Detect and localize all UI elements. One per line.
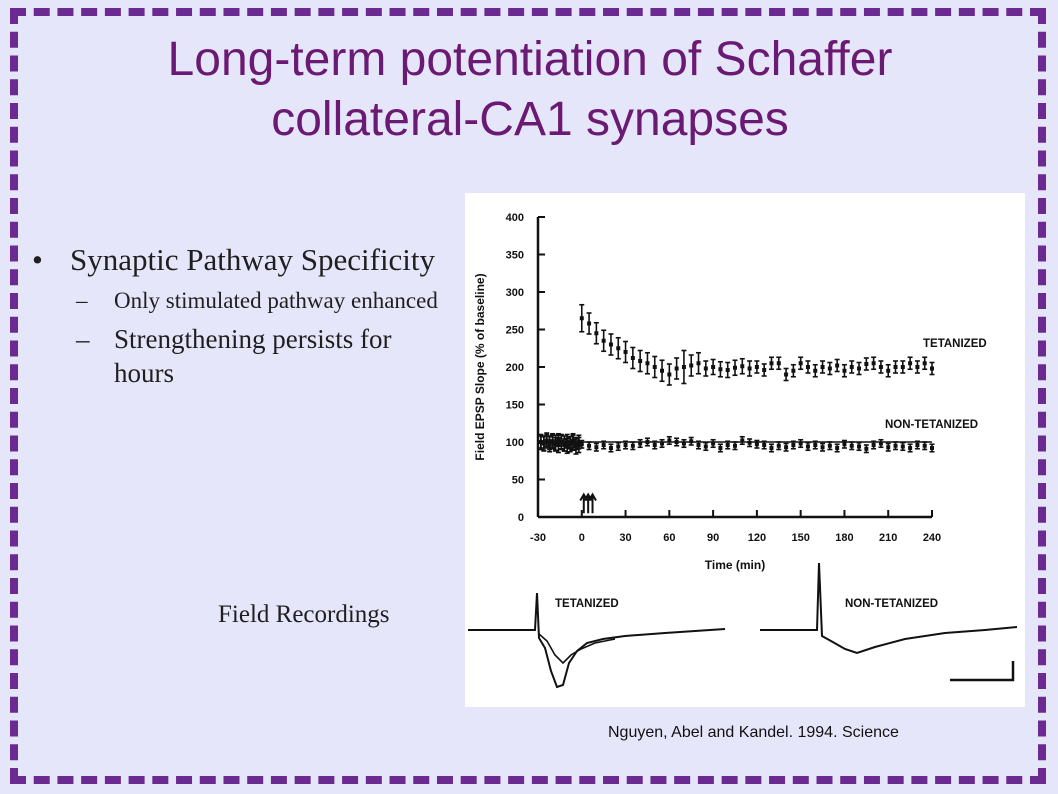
tetanized-point (587, 322, 591, 326)
non-tetanized-point (704, 445, 708, 449)
non-tetanized-point (864, 447, 868, 451)
tetanized-point (755, 365, 759, 369)
tetanized-point (879, 365, 883, 369)
trace-label-non-tetanized: NON-TETANIZED (845, 598, 939, 610)
tetanized-point (784, 373, 788, 377)
non-tetanized-point (602, 443, 606, 447)
non-tetanized-point (638, 442, 642, 446)
tetanized-point (653, 365, 657, 369)
tetanized-point (748, 367, 752, 371)
non-tetanized-point (645, 440, 649, 444)
series-label-tetanized: TETANIZED (923, 338, 987, 350)
non-tetanized-point (762, 443, 766, 447)
non-tetanized-point (791, 443, 795, 447)
field-recordings-label: Field Recordings (218, 601, 390, 628)
bullet-main (30, 240, 440, 280)
tetanized-point (908, 361, 912, 365)
x-tick-label: 30 (619, 532, 632, 544)
tetanized-point (923, 361, 927, 365)
x-tick-label: 90 (706, 532, 720, 544)
x-axis-title: Time (min) (704, 558, 766, 572)
ltp-chart (465, 193, 1025, 707)
tetanized-point (726, 368, 730, 372)
non-tetanized-point (748, 441, 752, 445)
tetanized-point (638, 359, 642, 363)
title-line-2: collateral-CA1 synapses (271, 93, 789, 146)
citation: Nguyen, Abel and Kandel. 1994. Science (608, 724, 899, 741)
non-tetanized-point (777, 444, 781, 448)
non-tetanized-point (631, 444, 635, 448)
non-tetanized-point (580, 442, 584, 446)
non-tetanized-point (821, 445, 825, 449)
non-tetanized-point (689, 439, 693, 443)
dash-icon: – (76, 324, 90, 354)
non-tetanized-point (908, 446, 912, 450)
non-tetanized-point (872, 443, 876, 447)
non-tetanized-point (571, 441, 575, 445)
non-tetanized-point (594, 445, 598, 449)
non-tetanized-point (755, 442, 759, 446)
bullet-dot-icon: • (32, 242, 43, 277)
figure-panel (465, 193, 1025, 707)
tetanized-point (901, 365, 905, 369)
non-tetanized-point (828, 444, 832, 448)
tetanized-point (806, 365, 810, 369)
tetanized-point (675, 367, 679, 371)
non-tetanized-point (653, 443, 657, 447)
tetanized-point (813, 369, 817, 373)
non-tetanized-point (806, 445, 810, 449)
tetanized-point (645, 361, 649, 365)
tetanized-point (828, 367, 832, 371)
slide-title (30, 30, 1030, 150)
non-tetanized-point (835, 446, 839, 450)
y-tick-label: 400 (505, 212, 524, 224)
non-tetanized-point (667, 439, 671, 443)
tetanized-point (667, 373, 671, 377)
scale-bar (950, 661, 1013, 680)
tetanized-point (850, 365, 854, 369)
y-tick-label: 350 (505, 249, 524, 262)
non-tetanized-point (879, 442, 883, 446)
x-tick-label: 210 (879, 532, 898, 544)
x-tick-label: 60 (663, 532, 676, 544)
non-tetanized-point (609, 446, 613, 450)
tetanized-point (594, 331, 598, 335)
tetanized-point (762, 368, 766, 372)
tetanized-point (682, 365, 686, 369)
sub-bullet-1-text: Only stimulated pathway enhanced (114, 288, 438, 313)
non-tetanized-point (660, 442, 664, 446)
tetanized-point (697, 361, 701, 365)
tetanized-point (886, 369, 890, 373)
non-tetanized-point (842, 442, 846, 446)
y-axis-title: Field EPSP Slope (% of baseline) (473, 273, 487, 461)
non-tetanized-point (740, 439, 744, 443)
y-tick-label: 250 (505, 324, 524, 337)
y-tick-label: 0 (517, 512, 524, 524)
tetanized-point (842, 369, 846, 373)
non-tetanized-point (901, 445, 905, 449)
series-label-non-tetanized: NON-TETANIZED (885, 419, 979, 431)
title-line-1: Long-term potentiation of Schaffer (167, 33, 893, 86)
tetanized-point (660, 369, 664, 373)
tetanized-point (777, 361, 781, 365)
sub-bullet-1 (30, 286, 440, 316)
y-tick-label: 150 (505, 399, 524, 412)
tetanized-point (616, 346, 620, 350)
non-tetanized-point (733, 444, 737, 448)
tetanized-point (821, 365, 825, 369)
tetanized-point (791, 369, 795, 373)
x-tick-label: 150 (791, 532, 810, 544)
non-tetanized-point (616, 445, 620, 449)
y-tick-label: 300 (505, 287, 524, 299)
tetanized-point (602, 339, 606, 343)
non-tetanized-point (784, 445, 788, 449)
tetanized-point (894, 365, 898, 369)
tetanized-point (799, 361, 803, 365)
non-tetanized-point (711, 442, 715, 446)
y-tick-label: 200 (505, 362, 524, 374)
non-tetanized-point (850, 444, 854, 448)
non-tetanized-point (682, 442, 686, 446)
trace-label-tetanized: TETANIZED (555, 598, 619, 610)
non-tetanized-point (726, 443, 730, 447)
non-tetanized-point (675, 440, 679, 444)
tetanized-point (740, 364, 744, 368)
x-tick-label: -30 (530, 532, 546, 544)
tetanized-point (864, 362, 868, 366)
tetanized-point (769, 361, 773, 365)
tetanized-point (609, 343, 613, 347)
tetanized-point (689, 364, 693, 368)
tetanized-point (930, 367, 934, 371)
non-tetanized-point (587, 444, 591, 448)
tetanized-point (624, 350, 628, 354)
non-tetanized-point (813, 443, 817, 447)
non-tetanized-point (624, 443, 628, 447)
tetanized-point (704, 367, 708, 371)
tetanized-point (711, 365, 715, 369)
tetanized-point (718, 367, 722, 371)
non-tetanized-point (923, 444, 927, 448)
non-tetanized-point (857, 445, 861, 449)
non-tetanized-point (545, 439, 549, 443)
non-tetanized-point (930, 446, 934, 450)
x-tick-label: 0 (578, 532, 585, 544)
sub-bullet-2-text: Strengthening persists for hours (114, 324, 392, 388)
tetanized-point (872, 361, 876, 365)
non-tetanized-point (769, 446, 773, 450)
bullet-list (30, 240, 440, 390)
non-tetanized-point (894, 444, 898, 448)
non-tetanized-point (799, 442, 803, 446)
tetanized-point (631, 356, 635, 360)
bullet-main-text: Synaptic Pathway Specificity (70, 242, 436, 277)
x-tick-label: 120 (747, 532, 767, 544)
non-tetanized-point (718, 446, 722, 450)
sub-bullet-2 (30, 322, 440, 390)
non-tetanized-point (697, 443, 701, 447)
x-tick-label: 180 (835, 532, 854, 544)
tetanized-point (580, 316, 584, 320)
tetanized-point (915, 365, 919, 369)
y-tick-label: 100 (505, 437, 524, 449)
dash-icon: – (76, 288, 88, 313)
tetanized-point (857, 367, 861, 371)
non-tetanized-point (886, 445, 890, 449)
x-tick-label: 240 (922, 532, 942, 544)
tetanized-point (835, 364, 839, 368)
y-tick-label: 50 (511, 474, 524, 487)
tetanized-point (733, 366, 737, 370)
non-tetanized-point (915, 443, 919, 447)
